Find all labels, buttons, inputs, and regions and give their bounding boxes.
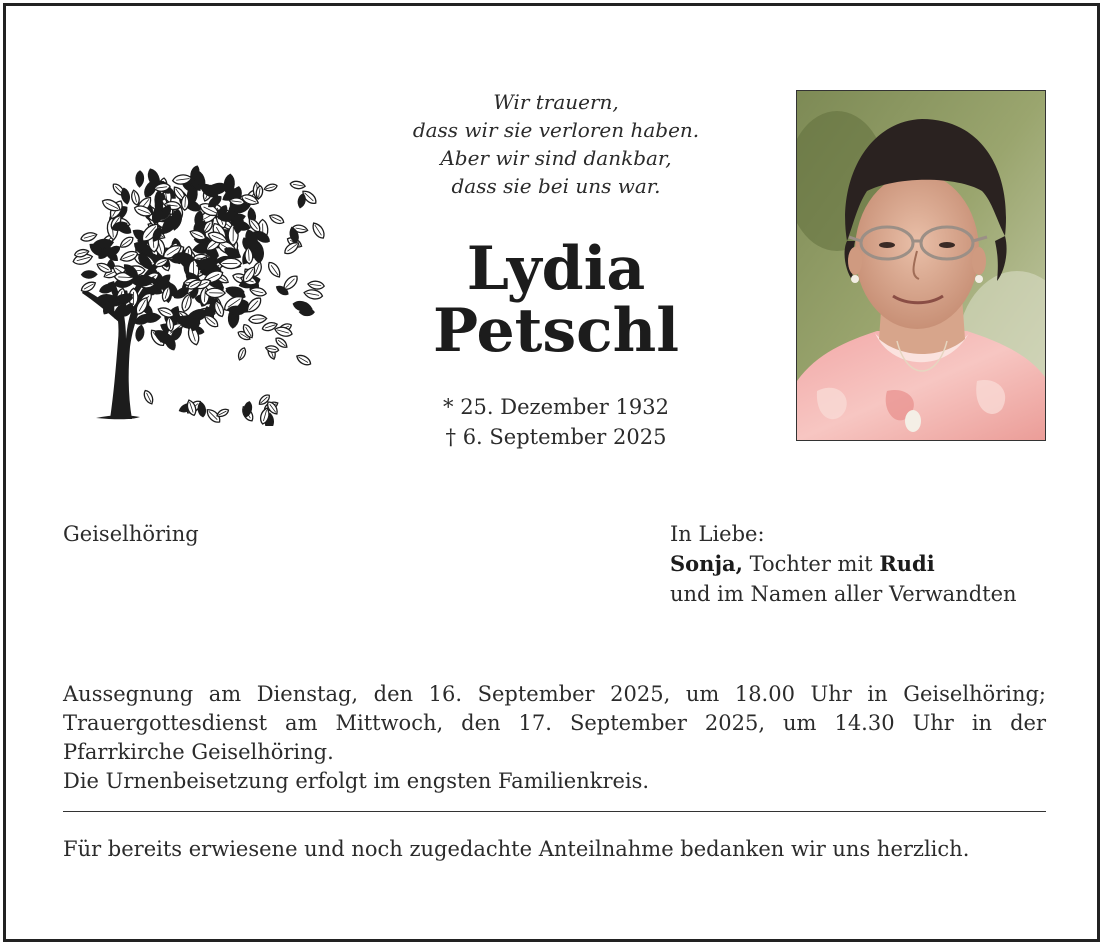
location: Geiselhöring	[63, 522, 199, 546]
signoff-name-rudi: Rudi	[879, 551, 935, 576]
quote-line: Wir trauern,	[493, 90, 619, 114]
signoff-intro: In Liebe:	[670, 522, 765, 546]
deceased-name	[351, 234, 761, 366]
signoff-closing: und im Namen aller Verwandten	[670, 582, 1017, 606]
obituary-notice	[3, 3, 1100, 942]
divider-line	[63, 811, 1046, 812]
last-name: Petschl	[432, 296, 680, 366]
signoff-family-line	[670, 549, 1017, 579]
signoff-block	[670, 519, 1017, 609]
quote-line: dass wir sie verloren haben.	[412, 118, 700, 142]
service-paragraph: Aussegnung am Dienstag, den 16. September 2025, um 18.00 Uhr in Geiselhöring; Trauergottesdienst am Mittwoch, den 17. September 2025, um 14.30 Uhr in der Pfarrkirche Geiselhöring.	[63, 682, 1046, 764]
tree-with-falling-leaves-icon	[58, 151, 328, 426]
portrait-photo	[796, 90, 1046, 441]
birth-date: * 25. Dezember 1932	[443, 395, 669, 419]
quote-line: dass sie bei uns war.	[451, 174, 661, 198]
signoff-relation: Tochter mit	[749, 552, 873, 576]
tree-icon	[58, 151, 328, 426]
signoff-name-sonja: Sonja,	[670, 551, 743, 576]
first-name: Lydia	[466, 234, 646, 304]
life-dates	[351, 392, 761, 452]
portrait-image	[797, 91, 1045, 440]
thanks-note: Für bereits erwiesene und noch zugedachte Anteilnahme bedanken wir uns herzlich.	[63, 837, 970, 861]
death-date: † 6. September 2025	[445, 425, 667, 449]
quote-line: Aber wir sind dankbar,	[440, 146, 672, 170]
quote-block	[361, 88, 751, 200]
service-details	[63, 680, 1046, 796]
urn-burial-note: Die Urnenbeisetzung erfolgt im engsten Familienkreis.	[63, 769, 650, 793]
